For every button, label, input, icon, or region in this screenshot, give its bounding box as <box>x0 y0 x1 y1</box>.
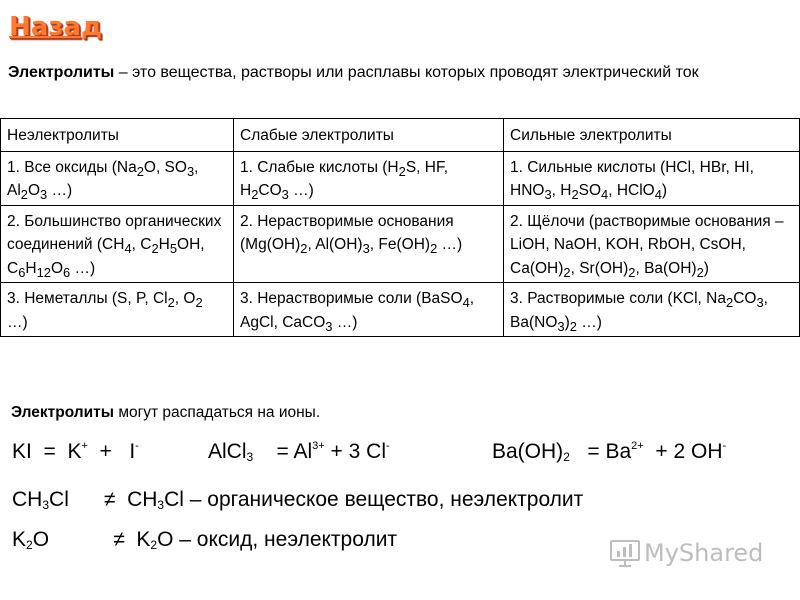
table-cell: 3. Нерастворимые соли (BaSO$_4$, AgCl, CaCO$_3$ …) <box>234 283 504 337</box>
table-cell: 1. Сильные кислоты (HCl, HBr, HI, $HNO_3$, $H_2SO_4$, HClO$_4$) <box>504 151 800 205</box>
watermark-logo <box>610 538 763 568</box>
table-row <box>1 205 800 283</box>
definition-text: – это вещества, растворы или расплавы которых проводят электрический ток <box>114 64 699 81</box>
table-cell: 2. Нерастворимые основания ($Mg(OH)_2$, $Al(OH)_3$, $Fe(OH)_2$ …) <box>234 205 504 283</box>
table-cell: 3. Неметаллы (S, P, $Cl_2$, $O_2$ …) <box>1 283 234 337</box>
table-row <box>1 283 800 337</box>
equation-ki: KI = K+ + I- <box>12 440 139 463</box>
header-non-electrolytes: Неэлектролиты <box>1 119 234 152</box>
electrolyte-classification-table <box>0 118 800 337</box>
table-cell: 1. Слабые кислоты ($H_2S$, HF, $H_2CO_3$ …) <box>234 151 504 205</box>
presentation-chart-icon <box>610 538 640 568</box>
dissociation-note <box>11 404 320 422</box>
definition-paragraph <box>8 62 778 84</box>
table-cell: 2. Большинство органических соединений ($CH_4$, $C_2H_5OH$, $C_6H_{12}O_6$ …) <box>1 205 234 283</box>
equation-baoh2: $Ba(OH)_2 = Ba^{2+} + 2$ OH- <box>492 440 727 464</box>
watermark-text: MyShared <box>644 539 764 567</box>
back-link[interactable]: Назад <box>9 12 102 42</box>
header-strong-electrolytes: Сильные электролиты <box>504 119 800 152</box>
table-header-row <box>1 119 800 152</box>
table-cell: 1. Все оксиды ($Na_2O$, $SO_3$, $Al_2O_3$ …) <box>1 151 234 205</box>
note-term: Электролиты <box>11 404 115 421</box>
header-weak-electrolytes: Слабые электролиты <box>234 119 504 152</box>
equation-k2o: $K_2O$ ≠ $K_2O$ – оксид, неэлектролит <box>12 528 398 552</box>
table-cell: 3. Растворимые соли (KCl, $Na_2CO_3$, $Ba(NO_3)_2$ …) <box>504 283 800 337</box>
definition-term: Электролиты <box>8 64 115 81</box>
equation-alcl3: AlCl$_3$ = $Al^{3+} + 3$ Cl- <box>208 440 390 464</box>
table-row <box>1 151 800 205</box>
equation-ch3cl: $CH_3Cl$ ≠ $CH_3Cl$ – органическое вещество, неэлектролит <box>12 488 584 512</box>
table-cell: 2. Щёлочи (растворимые основания – LiOH, NaOH, KOH, RbOH, CsOH, $Ca(OH)_2$, $Sr(OH)_2$, $Ba(OH)_2$) <box>504 205 800 283</box>
note-text: могут распадаться на ионы. <box>114 404 321 421</box>
